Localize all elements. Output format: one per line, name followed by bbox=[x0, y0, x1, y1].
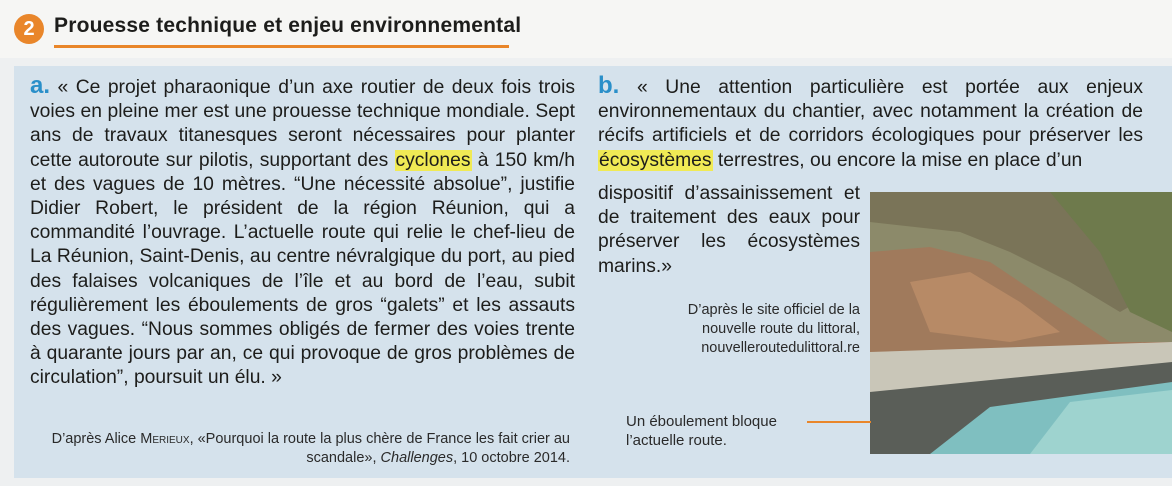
title-underline bbox=[54, 45, 509, 48]
document-b-text-continued: dispositif d’assainissement et de traitement des eaux pour préserver les écosystèmes marins.» bbox=[598, 183, 860, 277]
source-a-prefix: D’après Alice bbox=[51, 431, 141, 447]
highlighted-term-cyclones: cyclones bbox=[395, 149, 471, 171]
photo-caption-line-1: Un éboulement bloque bbox=[626, 413, 777, 430]
photo-caption bbox=[626, 412, 856, 450]
document-b-text bbox=[598, 74, 1143, 173]
document-a-quote-part-2: à 150 km/h et des vagues de 10 mètres. “Une nécessité absolue”, justifie Didier Robert, le président de la région Réunion, qui a commandité l’ouvrage. L’actuelle route qui relie le chef-lieu de La Réunion, Saint-Denis, au centre névralgique du port, au pied des falaises volcaniques de l’île et au bord de l’eau, subit régulièrement les éboulements de gros “galets” et les assauts des vagues. “Nous sommes obligés de fermer des voies trente à quarante jours par an, ce qui provoque de gros problèmes de circulation”, poursuit un élu. » bbox=[30, 149, 575, 389]
source-b-line-2: nouvelle route du littoral, bbox=[702, 321, 860, 337]
document-b-source bbox=[620, 301, 860, 358]
caption-pointer-line bbox=[807, 421, 871, 423]
photo-caption-line-2: l’actuelle route. bbox=[626, 432, 727, 449]
document-b-quote-part-2: terrestres, ou encore la mise en place d’un bbox=[712, 149, 1083, 171]
source-a-publication: Challenges bbox=[380, 450, 454, 466]
source-b-line-1: D’après le site officiel de la bbox=[687, 302, 860, 318]
document-a-source bbox=[40, 430, 570, 468]
document-b-quote-part-1: « Une attention particulière est portée aux enjeux environnementaux du chantier, avec notamment la création de récifs artificiels et de corridors écologiques pour préserver les bbox=[598, 77, 1143, 147]
source-a-date: , 10 octobre 2014. bbox=[453, 450, 570, 466]
document-a-quote-part-1: « Ce projet pharaonique d’un axe routier de deux fois trois voies en pleine mer est une prouesse technique mondiale. Sept ans de travaux titanesques seront nécessaires pour planter cette autoroute sur pilotis, supportant des bbox=[30, 77, 575, 171]
document-b-letter: b. bbox=[598, 72, 620, 99]
source-b-website: nouvelleroutedulittoral.re bbox=[701, 340, 860, 356]
source-a-title: , «Pourquoi la route la plus chère de France les fait crier au scandale», bbox=[189, 431, 570, 466]
highlighted-term-ecosystemes: écosystèmes bbox=[599, 149, 712, 171]
section-number-badge: 2 bbox=[14, 14, 44, 44]
document-a-letter: a. bbox=[30, 72, 51, 99]
section-header bbox=[0, 0, 1172, 58]
landslide-photo bbox=[870, 192, 1172, 454]
document-a-text bbox=[30, 74, 575, 391]
section-title: Prouesse technique et enjeu environnemental bbox=[54, 14, 522, 37]
source-a-author: Merieux bbox=[140, 431, 190, 447]
